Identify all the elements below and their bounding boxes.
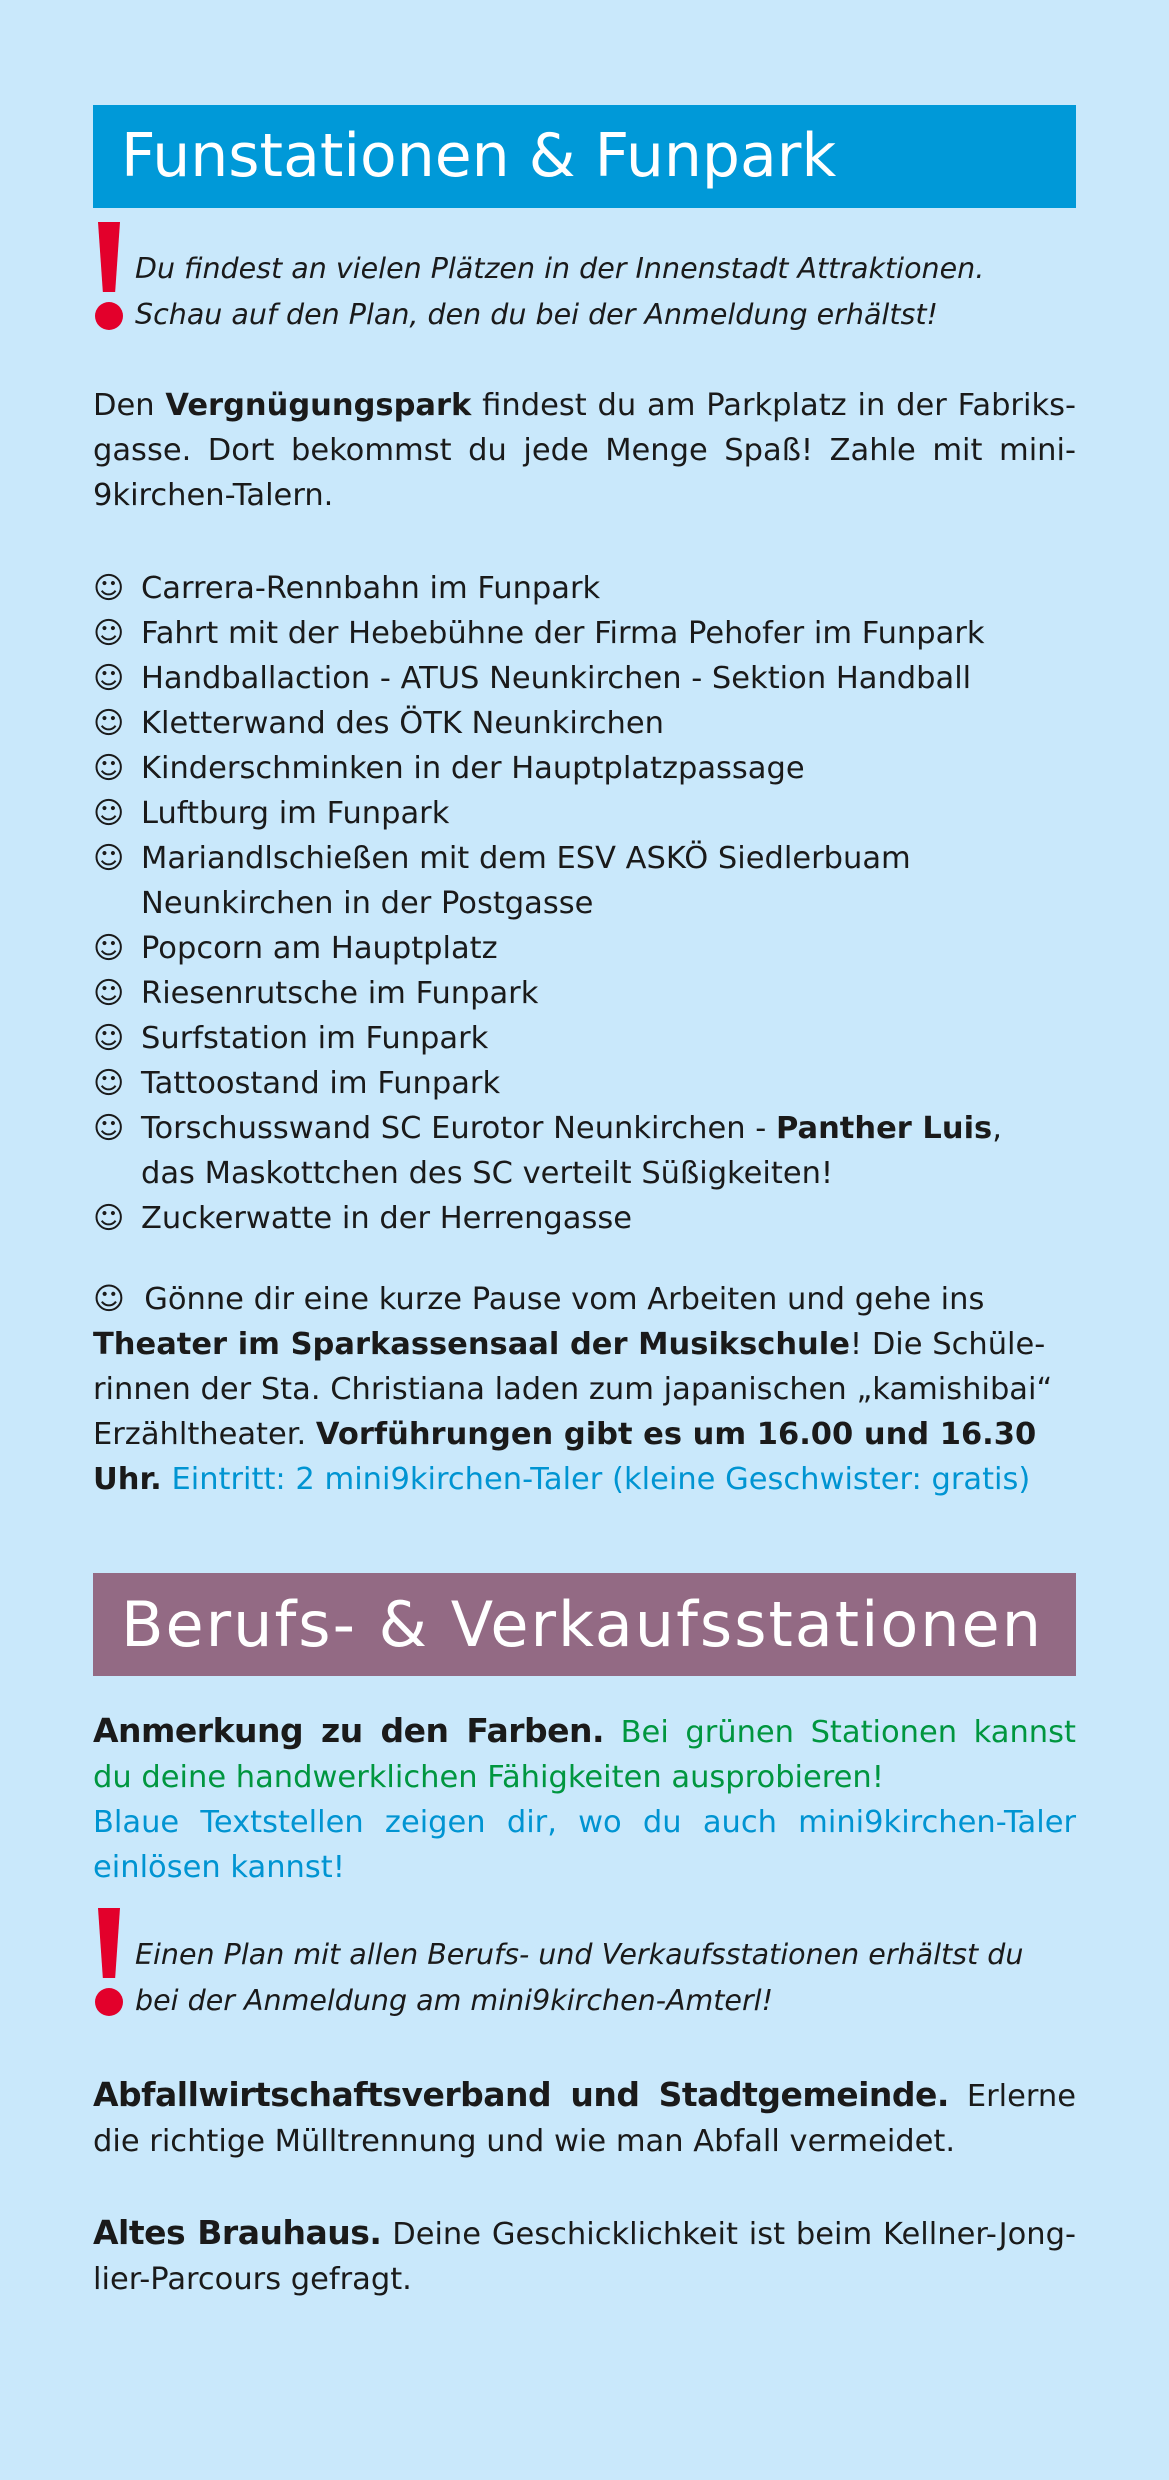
smiley-icon: ☺ xyxy=(93,661,125,696)
exclamation-dot-icon xyxy=(95,1988,123,2016)
hint-text: Einen Plan mit allen Berufs- und Verkaufsstationen erhältst du bei der Anmeldung am mini9kirchen-Amterl! xyxy=(135,1938,1024,2017)
hint-text: Du findest an vielen Plätzen in der Innenstadt Attraktionen. Schau auf den Plan, den du bei der Anmeldung erhältst! xyxy=(135,252,985,331)
smiley-icon: ☺ xyxy=(93,976,125,1011)
list-item: ☺ Fahrt mit der Hebebühne der Firma Pehofer im Funpark xyxy=(93,611,1093,656)
list-item: ☺ Kinderschminken in der Hauptplatzpassage xyxy=(93,746,1093,791)
list-item: ☺ Tattoostand im Funpark xyxy=(93,1061,1093,1106)
attraction-list xyxy=(93,566,1093,1241)
section-title-berufsstationen: Berufs- & Verkaufsstationen xyxy=(93,1573,1076,1676)
funpark-paragraph: Den Vergnügungspark findest du am Parkplatz in der Fabriks-gasse. Dort bekommst du jede Menge Spaß! Zahle mit mini-9kirchen-Talern. xyxy=(93,388,1077,513)
list-item: ☺ Surfstation im Funpark xyxy=(93,1016,1093,1061)
list-item: ☺ Carrera-Rennbahn im Funpark xyxy=(93,566,1093,611)
smiley-icon: ☺ xyxy=(93,931,125,966)
smiley-icon: ☺ xyxy=(93,571,125,606)
color-legend-paragraph: Anmerkung zu den Farben. Bei grünen Stationen kannst du deine handwerklichen Fähigkeiten ausprobieren! Blaue Textstellen zeigen dir, wo du auch mini9kirchen-Taler einlösen kannst! xyxy=(93,1711,1076,1885)
list-item: ☺ Kletterwand des ÖTK Neunkirchen xyxy=(93,701,1093,746)
hint-box-plan xyxy=(93,222,1076,342)
section-title-funstationen: Funstationen & Funpark xyxy=(93,105,1076,208)
list-item: ☺ Torschusswand SC Eurotor Neunkirchen - Panther Luis, das Maskottchen des SC verteilt Süßigkeiten! xyxy=(93,1106,1093,1196)
list-item: ☺ Zuckerwatte in der Herrengasse xyxy=(93,1196,1093,1241)
smiley-icon: ☺ xyxy=(93,1021,125,1056)
smiley-icon: ☺ xyxy=(93,1201,125,1236)
list-item: ☺ Mariandlschießen mit dem ESV ASKÖ Siedlerbuam Neunkirchen in der Postgasse xyxy=(93,836,1093,926)
smiley-icon: ☺ xyxy=(93,1066,125,1101)
smiley-icon: ☺ xyxy=(93,751,125,786)
smiley-icon: ☺ xyxy=(93,841,125,876)
list-item: ☺ Luftburg im Funpark xyxy=(93,791,1093,836)
theater-paragraph: ☺ Gönne dir eine kurze Pause vom Arbeiten und gehe ins Theater im Sparkassensaal der Musikschule! Die Schüle-rinnen der Sta. Christiana laden zum japanischen „kamishibai“ Erzähltheater. Vorführungen gibt es um 16.00 und 16.30 Uhr. Eintritt: 2 mini9kirchen-Taler (kleine Geschwister: gratis) xyxy=(93,1282,1053,1497)
smiley-icon: ☺ xyxy=(93,796,125,831)
station-brauhaus: Altes Brauhaus. Deine Geschicklichkeit ist beim Kellner-Jong-lier-Parcours gefragt. xyxy=(93,2213,1076,2297)
list-item: ☺ Handballaction - ATUS Neunkirchen - Sektion Handball xyxy=(93,656,1093,701)
list-item: ☺ Popcorn am Hauptplatz xyxy=(93,926,1093,971)
hint-box-stations xyxy=(93,1908,1076,2028)
list-item: ☺ Riesenrutsche im Funpark xyxy=(93,971,1093,1016)
smiley-icon: ☺ xyxy=(93,1282,125,1317)
exclamation-icon xyxy=(98,222,120,292)
station-abfall: Abfallwirtschaftsverband und Stadtgemeinde. Erlerne die richtige Mülltrennung und wie man Abfall vermeidet. xyxy=(93,2075,1077,2159)
exclamation-dot-icon xyxy=(95,302,123,330)
exclamation-icon xyxy=(98,1908,120,1978)
smiley-icon: ☺ xyxy=(93,706,125,741)
smiley-icon: ☺ xyxy=(93,616,125,651)
smiley-icon: ☺ xyxy=(93,1111,125,1146)
